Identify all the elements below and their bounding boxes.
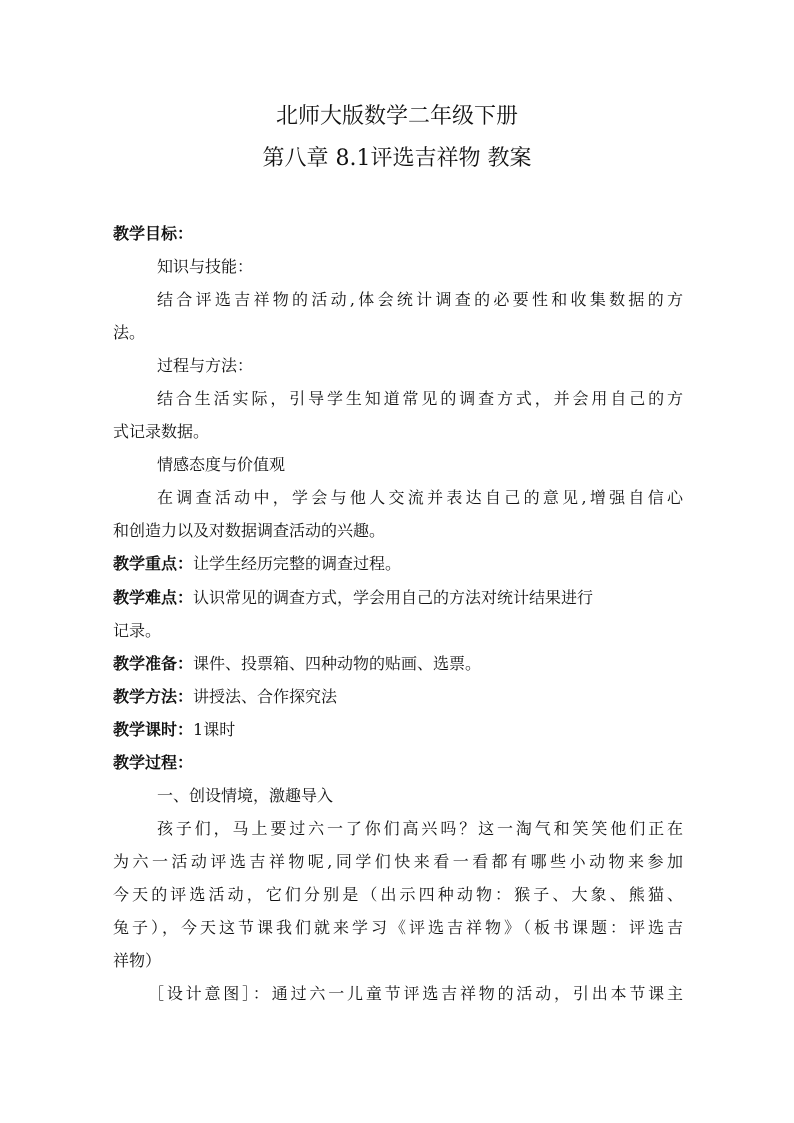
preparation-label: 教学准备：	[113, 654, 194, 673]
methods-text: 讲授法、合作探究法	[193, 687, 338, 706]
process-text-line2: 式记录数据。	[113, 422, 210, 441]
process-text-line1: 结合生活实际，引导学生知道常见的调查方式，并会用自己的方	[157, 389, 683, 408]
key-points-label: 教学重点：	[113, 554, 194, 573]
preparation-row	[113, 653, 683, 675]
emotion-text-line1: 在调查活动中，学会与他人交流并表达自己的意见,增强自信心	[157, 488, 683, 507]
periods-row	[113, 719, 683, 741]
knowledge-text-line2: 法。	[113, 323, 146, 342]
knowledge-label: 知识与技能：	[157, 257, 254, 276]
preparation-text: 课件、投票箱、四种动物的贴画、选票。	[193, 654, 482, 673]
emotion-label: 情感态度与价值观	[157, 455, 286, 474]
knowledge-text-line1: 结合评选吉祥物的活动,体会统计调查的必要性和收集数据的方	[157, 290, 683, 309]
section1-title: 一、创设情境，激趣导入	[157, 786, 334, 805]
paragraph1-line1: 孩子们，马上要过六一了你们高兴吗？这一淘气和笑笑他们正在	[157, 819, 683, 838]
emotion-text-line2: 和创造力以及对数据调查活动的兴趣。	[113, 521, 386, 540]
difficulties-text-line2: 记录。	[113, 621, 162, 640]
methods-label: 教学方法：	[113, 687, 194, 706]
periods-label: 教学课时：	[113, 720, 194, 739]
objectives-heading: 教学目标：	[113, 224, 194, 243]
difficulties-text-line1: 认识常见的调查方式，学会用自己的方法对统计结果进行	[193, 588, 594, 607]
paragraph1-line5: 祥物）	[113, 951, 162, 970]
paragraph1-line3: 今天的评选活动，它们分别是（出示四种动物：猴子、大象、熊猫、	[113, 885, 683, 904]
process-label: 过程与方法：	[157, 356, 254, 375]
document-title: 北师大版数学二年级下册	[275, 104, 518, 129]
design-intent-line1: ［设计意图］：通过六一儿童节评选吉祥物的活动，引出本节课主	[148, 984, 683, 1003]
paragraph1-line4: 兔子），今天这节课我们就来学习《评选吉祥物》（板书课题：评选吉	[113, 918, 683, 937]
methods-row	[113, 686, 683, 708]
periods-text: 1课时	[193, 720, 236, 739]
paragraph1-line2: 为六一活动评选吉祥物呢,同学们快来看一看都有哪些小动物来参加	[113, 852, 683, 871]
key-points-text: 让学生经历完整的调查过程。	[193, 554, 402, 573]
difficulties-label: 教学难点：	[113, 588, 194, 607]
process-heading: 教学过程：	[113, 753, 194, 772]
key-points-row	[113, 553, 683, 575]
document-subtitle: 第八章 8.1评选吉祥物 教案	[262, 146, 532, 171]
difficulties-row	[113, 587, 683, 609]
